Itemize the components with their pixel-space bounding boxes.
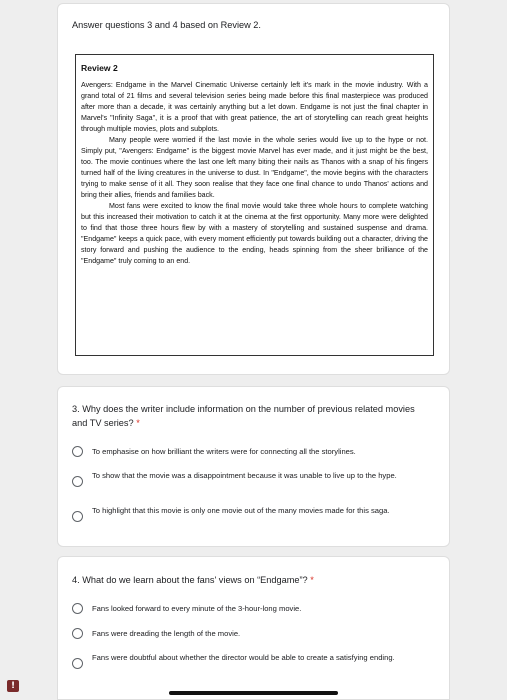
section-instruction: Answer questions 3 and 4 based on Review 2. bbox=[72, 20, 261, 30]
required-asterisk: * bbox=[310, 575, 314, 585]
question-3-text: 3. Why does the writer include information on the number of previous related movies and TV series? bbox=[72, 404, 415, 428]
review-paragraph-3: Most fans were excited to know the final movie would take three whole hours to complete watching but this increased their motivation to catch it at the cinema at the first opportunity. Many more were delighted to find that those three hours flew by with a mastery of storytelling and sustained suspense and drama. "Endgame" keeps a quick pace, with every moment efficiently put towards building out a character, driving the story forward and pushing the audience to the ending, heads spinning from the sheer brilliance of the "Endgame" truly coming to an end. bbox=[81, 202, 428, 265]
home-indicator-bar bbox=[169, 691, 338, 695]
review-section-card bbox=[57, 3, 450, 375]
radio-button[interactable] bbox=[72, 603, 83, 614]
question-3-option-2[interactable] bbox=[72, 470, 432, 487]
review-paragraph-2: Many people were worried if the last movie in the whole series would live up to the hype or not. Simply put, "Avengers: Endgame" is the biggest movie Marvel has ever made, and it just might be the best, too. The movie continues where the last one left many biting their nails as Thanos with a snap of his fingers turned half of the living creatures in the universe to dust. In "Endgame", the movie begins with the characters trying to make sense of it all. They soon realise that they face one final chance to undo Thanos' actions and bring their allies, friends and families back. bbox=[81, 136, 428, 199]
option-label: Fans were doubtful about whether the director would be able to create a satisfying ending. bbox=[92, 653, 395, 662]
required-asterisk: * bbox=[136, 418, 140, 428]
question-4-option-1[interactable] bbox=[72, 603, 432, 615]
question-3-card bbox=[57, 386, 450, 547]
option-label: To show that the movie was a disappointment because it was unable to live up to the hype. bbox=[92, 471, 397, 480]
review-paragraph-1: Avengers: Endgame in the Marvel Cinematic Universe certainly left it's mark in the movie industry. With a grand total of 21 films and several television series being made before this final masterpiece was produced after more than a decade, it was certainly anything but a let down. Endgame is not just the final chapter in Marvel's "Infinity Saga", it is a proof that with great patience, the art of storytelling can reach great heights through multiple movies, plots and subplots. bbox=[81, 81, 428, 133]
review-box bbox=[75, 54, 434, 356]
option-label: Fans looked forward to every minute of the 3-hour-long movie. bbox=[92, 604, 302, 613]
question-3-option-3[interactable] bbox=[72, 505, 432, 522]
question-4-title bbox=[72, 573, 432, 587]
review-title: Review 2 bbox=[81, 63, 118, 73]
radio-button[interactable] bbox=[72, 658, 83, 669]
radio-button[interactable] bbox=[72, 446, 83, 457]
option-label: To emphasise on how brilliant the writers were for connecting all the storylines. bbox=[92, 447, 356, 456]
question-3-title bbox=[72, 402, 432, 430]
radio-button[interactable] bbox=[72, 476, 83, 487]
radio-button[interactable] bbox=[72, 511, 83, 522]
question-3-option-1[interactable] bbox=[72, 446, 432, 458]
feedback-icon[interactable]: ! bbox=[7, 680, 19, 692]
question-4-card bbox=[57, 556, 450, 700]
radio-button[interactable] bbox=[72, 628, 83, 639]
question-4-option-3[interactable] bbox=[72, 652, 432, 669]
option-label: To highlight that this movie is only one movie out of the many movies made for this saga. bbox=[92, 506, 390, 515]
question-4-text: 4. What do we learn about the fans' views on “Endgame”? bbox=[72, 575, 308, 585]
option-label: Fans were dreading the length of the movie. bbox=[92, 629, 241, 638]
question-4-option-2[interactable] bbox=[72, 628, 432, 640]
